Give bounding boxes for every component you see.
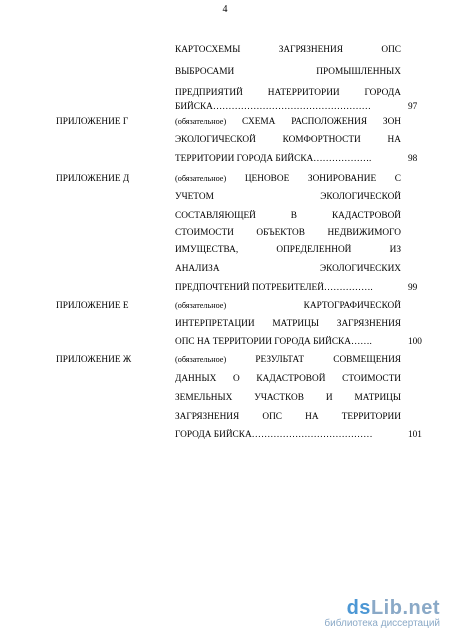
toc-line: УЧЕТОМ ЭКОЛОГИЧЕСКОЙ [175,192,401,202]
appendix-label-d: ПРИЛОЖЕНИЕ Д [56,174,130,184]
toc-line: ЭКОЛОГИЧЕСКОЙ КОМФОРТНОСТИ НА [175,135,401,145]
appendix-label-g: ПРИЛОЖЕНИЕ Г [56,117,129,127]
watermark-logo [300,597,440,620]
toc-line: ЗАГРЯЗНЕНИЯ ОПС НА ТЕРРИТОРИИ [175,412,401,422]
toc-line-text: РЕЗУЛЬТАТ СОВМЕЩЕНИЯ [255,355,402,365]
toc-page-number: 101 [408,430,422,440]
watermark-logo-lib: Lib [370,597,403,619]
toc-line: ИНТЕРПРЕТАЦИИ МАТРИЦЫ ЗАГРЯЗНЕНИЯ [175,319,401,329]
appendix-status: (обязательное) [175,117,227,126]
toc-line: БИЙСКА…………………………………………… [175,102,371,112]
toc-line: АНАЛИЗА ЭКОЛОГИЧЕСКИХ [175,264,401,274]
toc-page-number: 99 [408,283,418,293]
toc-page-number: 98 [408,154,418,164]
toc-page-number: 100 [408,337,422,347]
watermark [300,597,440,629]
toc-line: ОПС НА ТЕРРИТОРИИ ГОРОДА БИЙСКА……. [175,337,372,347]
page-number: 4 [222,4,228,15]
toc-line: ДАННЫХ О КАДАСТРОВОЙ СТОИМОСТИ [175,374,401,384]
toc-line: ИМУЩЕСТВА, ОПРЕДЕЛЕННОЙ ИЗ [175,245,401,255]
appendix-label-e: ПРИЛОЖЕНИЕ Е [56,301,129,311]
toc-line: ГОРОДА БИЙСКА………………………………… [175,430,373,440]
toc-line: ПРЕДПРИЯТИЙ НАТЕРРИТОРИИ ГОРОДА [175,88,401,98]
toc-line: СОСТАВЛЯЮЩЕЙ В КАДАСТРОВОЙ [175,211,401,221]
toc-line: КАРТОСХЕМЫ ЗАГРЯЗНЕНИЯ ОПС [175,45,401,55]
appendix-status: (обязательное) [175,174,227,183]
appendix-status: (обязательное) [175,355,227,364]
toc-line: ТЕРРИТОРИИ ГОРОДА БИЙСКА………………. [175,154,372,164]
appendix-label-zh: ПРИЛОЖЕНИЕ Ж [56,355,132,365]
toc-line-text: КАРТОГРАФИЧЕСКОЙ [303,301,401,311]
toc-line-text: ЦЕНОВОЕ ЗОНИРОВАНИЕ С [244,174,402,184]
toc-line [175,300,401,312]
toc-page-number: 97 [408,102,418,112]
watermark-subtitle: библиотека диссертаций [324,618,440,629]
toc-line: ПРЕДПОЧТЕНИЙ ПОТРЕБИТЕЛЕЙ……………. [175,283,373,293]
appendix-status: (обязательное) [175,301,227,310]
watermark-logo-net: .net [402,597,440,619]
toc-line [175,354,401,366]
watermark-logo-ds: ds [346,597,371,619]
toc-line: СТОИМОСТИ ОБЪЕКТОВ НЕДВИЖИМОГО [175,228,401,238]
toc-line [175,173,401,185]
toc-line: ВЫБРОСАМИ ПРОМЫШЛЕННЫХ [175,67,401,77]
toc-line-text: СХЕМА РАСПОЛОЖЕНИЯ ЗОН [242,117,402,127]
toc-line [175,116,401,128]
toc-line: ЗЕМЕЛЬНЫХ УЧАСТКОВ И МАТРИЦЫ [175,393,401,403]
